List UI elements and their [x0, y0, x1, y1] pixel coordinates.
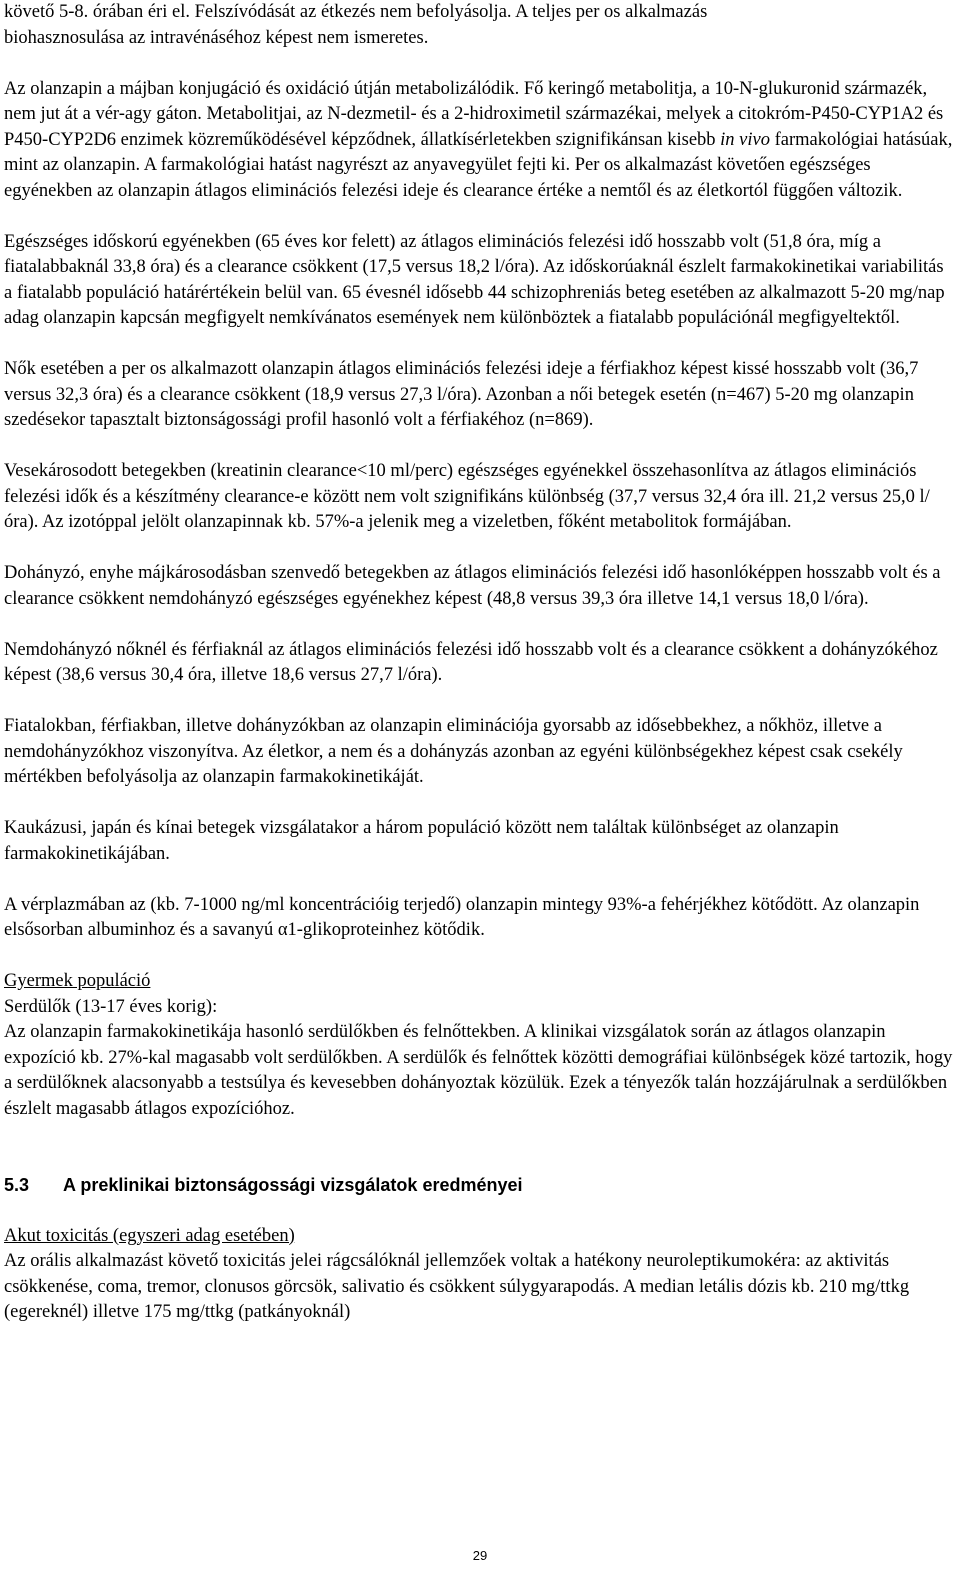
paragraph-nonsmokers: Nemdohányzó nőknél és férfiaknál az átlagos eliminációs felezési idő hosszabb volt és a clearance csökkent a dohányzókéhoz képest (38,6 versus 30,4 óra, illetve 18,6 versus 27,7 l/óra). [4, 639, 938, 685]
paragraph-renal: Vesekárosodott betegekben (kreatinin clearance<10 ml/perc) egészséges egyénekkel összehasonlítva az átlagos eliminációs felezési idők és a készítmény clearance-e között nem volt szignifikáns különbség (37,7 versus 32,4 óra ill. 21,2 versus 25,0 l/óra). Az izotóppal jelölt olanzapinnak kb. 57%-a jelenik meg a vizeletben, főként metabolitok formájában. [4, 461, 930, 532]
paragraph-women: Nők esetében a per os alkalmazott olanzapin átlagos eliminációs felezési ideje a férfiakhoz képest kissé hosszabb volt (36,7 versus 32,3 óra) és a clearance csökkent (18,9 versus 27,3 l/óra). Azonban a női betegek esetén (n=467) 5-20 mg olanzapin szedésekor tapasztalt biztonságossági profil hasonló volt a férfiakéhoz (n=869). [4, 359, 919, 430]
paragraph-absorption-line2: biohasznosulása az intravénáséhoz képest nem ismeretes. [4, 27, 429, 48]
adolescents-subheading: Serdülők (13-17 éves korig): [4, 996, 218, 1017]
pediatric-heading-text: Gyermek populáció [4, 971, 151, 991]
pediatric-heading [4, 969, 956, 995]
paragraph-acute-toxicity: Az orális alkalmazást követő toxicitás jelei rágcsálóknál jellemzőek voltak a hatékony neuroleptikumokéra: az aktivitás csökkenése, coma, tremor, clonusos görcsök, salivatio és csökkent súlygyarapodás. A median letális dózis kb. 210 mg/ttkg (egereknél) illetve 175 mg/ttkg (patkányoknál) [4, 1251, 910, 1322]
paragraph-absorption-line1: követő 5-8. órában éri el. Felszívódását az étkezés nem befolyásolja. A teljes per os alkalmazás [4, 2, 708, 22]
acute-toxicity-heading-text: Akut toxicitás (egyszeri adag esetében) [4, 1225, 295, 1246]
document-page [4, 0, 956, 1326]
page-number: 29 [472, 1548, 488, 1563]
paragraph-metabolism-text-a: Az olanzapin a májban konjugáció és oxidáció útján metabolizálódik. Fő keringő metabolitja, a 10-N-glukuronid származék, nem jut át a vér-agy gáton. Metabolitjai, az N-dezmetil- és a 2-hidroximetil származékai, melyek a citokróm-P450-CYP1A2 és P450-CYP2D6 enzimek közreműködésével képződnek, állatkísérletekben szignifikánsan kisebb [4, 78, 944, 150]
paragraph-elimination-factors: Fiatalokban, férfiakban, illetve dohányzókban az olanzapin eliminációja gyorsabb az idősebbekhez, a nőkhöz, illetve a nemdohányzókhoz viszonyítva. Az életkor, a nem és a dohányzás azonban az egyéni különbségekhez képest csak csekély mértékben befolyásolja az olanzapin farmakokinetikáját. [4, 716, 903, 787]
paragraph-protein-binding: A vérplazmában az (kb. 7-1000 ng/ml koncentrációig terjedő) olanzapin mintegy 93%-a fehérjékhez kötődött. Az olanzapin elsősorban albuminhoz és a savanyú α1-glikoproteinhez kötődik. [4, 894, 920, 940]
paragraph-hepatic-smokers: Dohányzó, enyhe májkárosodásban szenvedő betegekben az átlagos eliminációs felezési idő hasonlóképpen hosszabb volt és a clearance csökkent nemdohányzó egészséges egyénekhez képest (48,8 versus 39,3 óra illetve 14,1 versus 18,0 l/óra). [4, 563, 941, 609]
in-vivo-italic: in vivo [720, 129, 770, 150]
paragraph-absorption [4, 0, 956, 51]
paragraph-ethnicity: Kaukázusi, japán és kínai betegek vizsgálatakor a három populáció között nem találtak különbséget az olanzapin farmakokinetikájában. [4, 818, 839, 864]
section-heading [4, 1173, 956, 1198]
paragraph-adolescents: Az olanzapin farmakokinetikája hasonló serdülőkben és felnőttekben. A klinikai vizsgálatok során az átlagos olanzapin expozíció kb. 27%-kal magasabb volt serdülőkben. A serdülők és felnőttek közötti demográfiai különbségek közé tartozik, hogy a serdülőknek alacsonyabb a testsúlya és kevesebben dohányoztak közülük. Ezek a tényezők talán hozzájárulnak a serdülőkben észlelt magasabb átlagos expozícióhoz. [4, 1022, 953, 1119]
paragraph-elderly: Egészséges időskorú egyénekben (65 éves kor felett) az átlagos eliminációs felezési idő hosszabb volt (51,8 óra, míg a fiatalabbaknál 33,8 óra) és a clearance csökkent (17,5 versus 18,2 l/óra). Az időskorúaknál észlelt farmakokinetikai variabilitás a fiatalabb populáció határértékein belül van. 65 évesnél idősebb 44 schizophreniás beteg esetében az alkalmazott 5-20 mg/nap adag olanzapin kapcsán megfigyelt nemkívánatos események nem különböztek a fiatalabb populációnál megfigyeltektől. [4, 231, 945, 328]
paragraph-metabolism-text-b: farmakológiai hatásúak, mint az olanzapin. A farmakológiai hatást nagyrészt az anyavegyület fejti ki. Per os alkalmazást követően egészséges egyénekben az olanzapin átlagos eliminációs felezési ideje és clearance értéke a nemtől és az életkortól függően változik. [4, 129, 953, 201]
acute-toxicity-heading [4, 1224, 956, 1250]
section-title: A preklinikai biztonságossági vizsgálatok eredményei [63, 1175, 523, 1195]
paragraph-metabolism [4, 77, 956, 205]
section-number: 5.3 [4, 1175, 30, 1195]
